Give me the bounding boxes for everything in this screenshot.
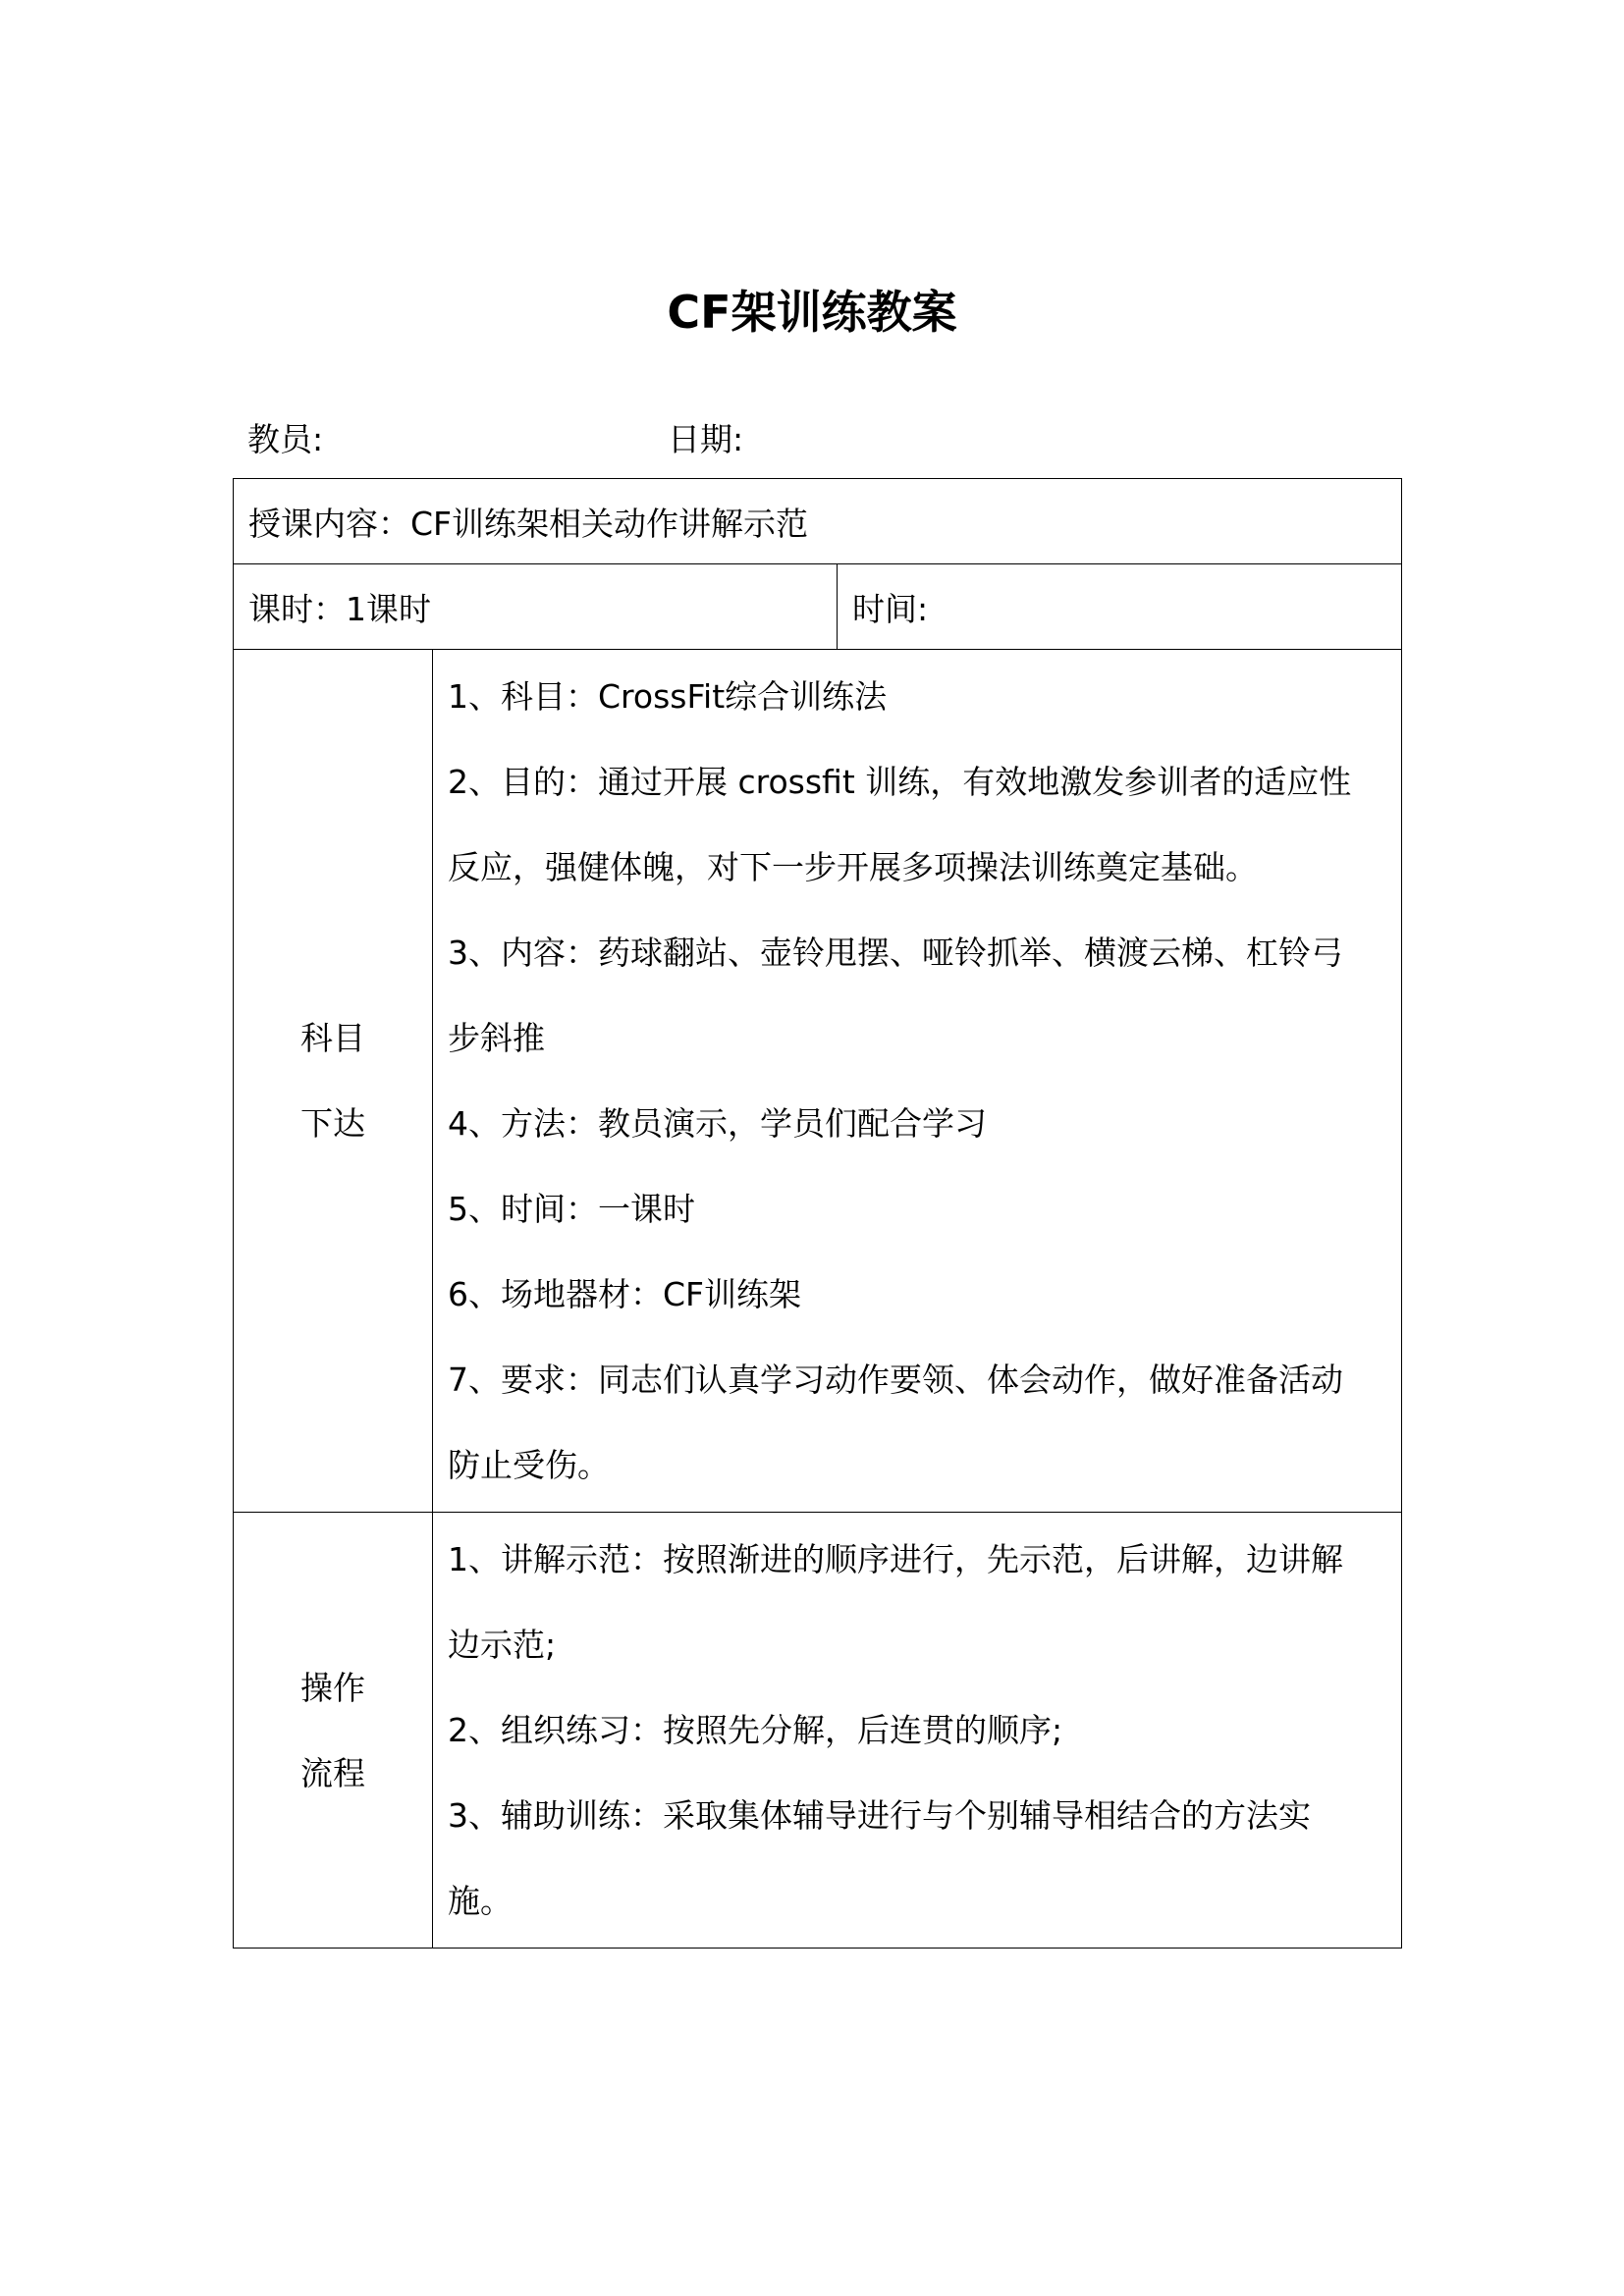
section-label-line: 流程 xyxy=(300,1753,365,1792)
time-cell: 时间: xyxy=(838,564,1402,650)
content-line: 边示范; xyxy=(448,1626,557,1664)
content-line: 3、内容：药球翻站、壶铃甩摆、哑铃抓举、横渡云梯、杠铃弓 xyxy=(448,934,1343,972)
content-line: 4、方法：教员演示，学员们配合学习 xyxy=(448,1104,987,1143)
section-procedure xyxy=(234,1513,1402,1949)
content-line: 2、组织练习：按照先分解，后连贯的顺序; xyxy=(448,1711,1063,1749)
content-line: 6、场地器材：CF训练架 xyxy=(448,1275,802,1313)
content-cell: 授课内容：CF训练架相关动作讲解示范 xyxy=(234,479,1402,564)
section-label-line: 科目 xyxy=(300,1019,365,1057)
section-content xyxy=(433,1513,1402,1949)
content-line: 防止受伤。 xyxy=(448,1446,610,1484)
section-label xyxy=(234,1513,433,1949)
content-line: 1、科目：CrossFit综合训练法 xyxy=(448,677,888,716)
content-line: 反应，强健体魄，对下一步开展多项操法训练奠定基础。 xyxy=(448,848,1258,886)
section-label xyxy=(234,650,433,1513)
content-line: 1、讲解示范：按照渐进的顺序进行，先示范，后讲解，边讲解 xyxy=(448,1540,1343,1578)
section-label-line: 下达 xyxy=(300,1104,365,1143)
date-label: 日期: xyxy=(668,420,744,458)
content-line: 2、目的：通过开展 crossfit 训练，有效地激发参训者的适应性 xyxy=(448,763,1352,801)
content-line: 步斜推 xyxy=(448,1019,545,1057)
content-line: 7、要求：同志们认真学习动作要领、体会动作，做好准备活动 xyxy=(448,1361,1343,1399)
teacher-label: 教员: xyxy=(247,420,324,458)
hours-cell: 课时：1课时 xyxy=(234,564,838,650)
section-label-line: 操作 xyxy=(300,1668,365,1707)
section-content xyxy=(433,650,1402,1513)
lesson-plan-table xyxy=(233,478,1402,1949)
content-line: 5、时间：一课时 xyxy=(448,1190,695,1228)
content-line: 3、辅助训练：采取集体辅导进行与个别辅导相结合的方法实 xyxy=(448,1796,1311,1835)
page-title: CF架训练教案 xyxy=(667,286,957,339)
section-subject xyxy=(234,650,1402,1513)
content-line: 施。 xyxy=(448,1882,513,1920)
